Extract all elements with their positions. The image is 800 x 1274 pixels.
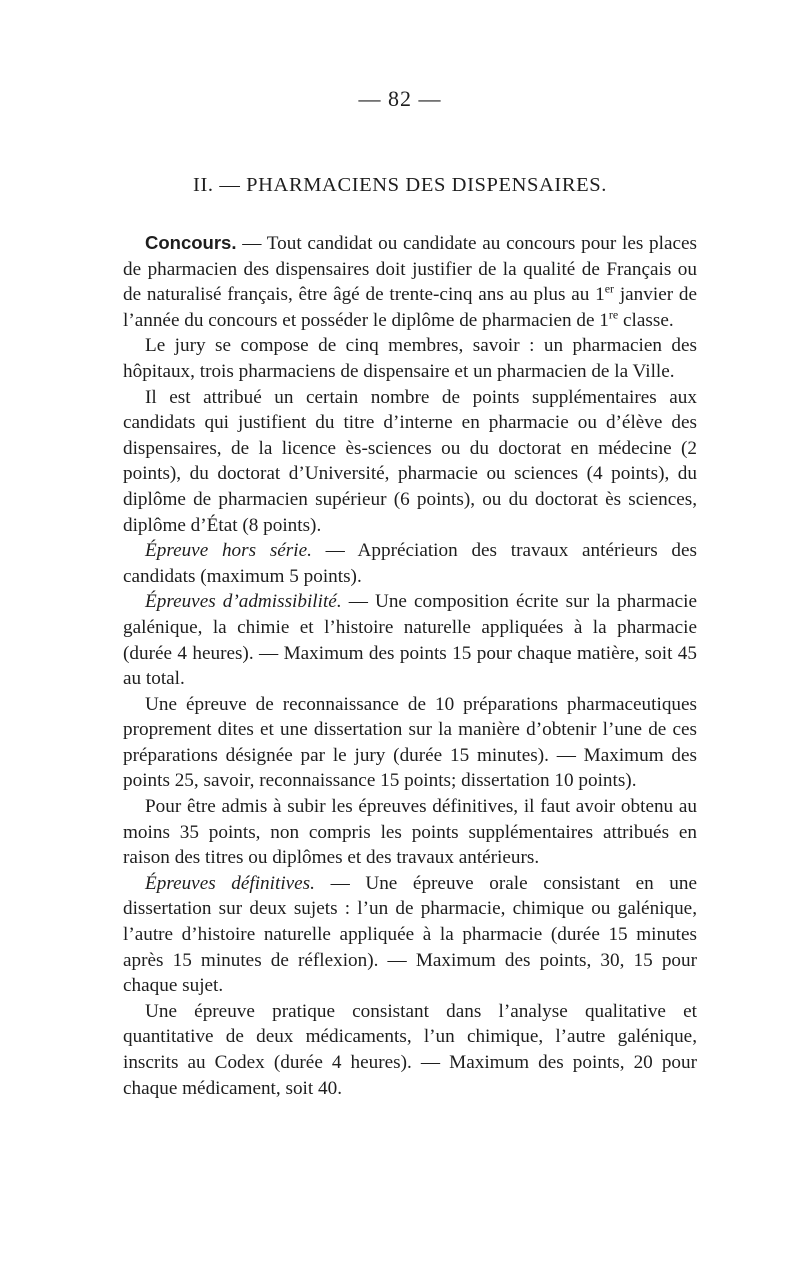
- epreuves-definitives-heading: Épreuves définitives.: [145, 872, 315, 894]
- paragraph-text: — Une composition écrite sur la pharmacie galénique, la chimie et l’histoire naturelle appliquées à la pharmacie (durée 4 heures). — Maximum des points 15 pour chaque matière, soit 45 au total.: [123, 591, 697, 690]
- paragraph-jury: Le jury se compose de cinq membres, savoir : un pharmacien des hôpitaux, trois pharmaciens de dispensaire et un pharmacien de la Ville.: [123, 335, 697, 382]
- paragraph-concours: [123, 230, 697, 333]
- paragraph-text: — Une épreuve orale consistant en une dissertation sur deux sujets : l’un de pharmacie, chimique ou galénique, l’autre d’histoire naturelle appliquée à la pharmacie (durée 15 minutes après 15 minutes de réflexion). — Maximum des points, 30, 15 pour chaque sujet.: [123, 872, 697, 997]
- epreuves-admissibilite-heading: Épreuves d’admissibilité.: [145, 591, 342, 613]
- section-title: II. — PHARMACIENS DES DISPENSAIRES.: [193, 174, 607, 196]
- paragraph-points-supplementaires: Il est attribué un certain nombre de points supplémentaires aux candidats qui justifient du titre d’interne en pharmacie ou d’élève des dispensaires, de la licence ès-sciences ou du doctorat en médecine (2 points), du doctorat d’Université, pharmacie ou sciences (4 points), du diplôme de pharmacien supérieur (6 points), ou du doctorat ès sciences, diplôme d’État (8 points).: [123, 386, 697, 536]
- concours-heading: Concours.: [145, 232, 237, 253]
- page-number: — 82 —: [358, 86, 442, 111]
- epreuve-hors-serie-heading: Épreuve hors série.: [145, 540, 312, 562]
- paragraph-admission: Pour être admis à subir les épreuves définitives, il faut avoir obtenu au moins 35 points, non compris les points supplémentaires attribués en raison des titres ou diplômes et des travaux antérieurs.: [123, 796, 697, 869]
- document-body: [123, 230, 697, 1101]
- paragraph-text: classe.: [618, 309, 674, 331]
- paragraph-text: janvier de l’année du concours et posséder le diplôme de pharmacien de 1: [123, 284, 697, 331]
- paragraph-epreuves-admissibilite: [123, 589, 697, 691]
- paragraph-epreuve-pratique: Une épreuve pratique consistant dans l’analyse qualitative et quantitative de deux médicaments, l’un chimique, l’autre galénique, inscrits au Codex (durée 4 heures). — Maximum des points, 20 pour chaque médicament, soit 40.: [123, 1000, 697, 1099]
- paragraph-epreuve-hors-serie: [123, 538, 697, 589]
- paragraph-text: — Tout candidat ou candidate au concours pour les places de pharmacien des dispensaires doit justifier de la qualité de Français ou de naturalisé français, être âgé de trente-cinq ans au plus au 1: [123, 233, 697, 306]
- paragraph-reconnaissance: Une épreuve de reconnaissance de 10 préparations pharmaceutiques proprement dites et une dissertation sur la manière d’obtenir l’une de ces préparations désignée par le jury (durée 15 minutes). — Maximum des points 25, savoir, reconnaissance 15 points; dissertation 10 points).: [123, 693, 697, 792]
- superscript: re: [608, 307, 619, 322]
- paragraph-text: — Appréciation des travaux antérieurs des candidats (maximum 5 points).: [123, 540, 697, 587]
- superscript: er: [604, 281, 615, 296]
- paragraph-epreuves-definitives: [123, 871, 697, 999]
